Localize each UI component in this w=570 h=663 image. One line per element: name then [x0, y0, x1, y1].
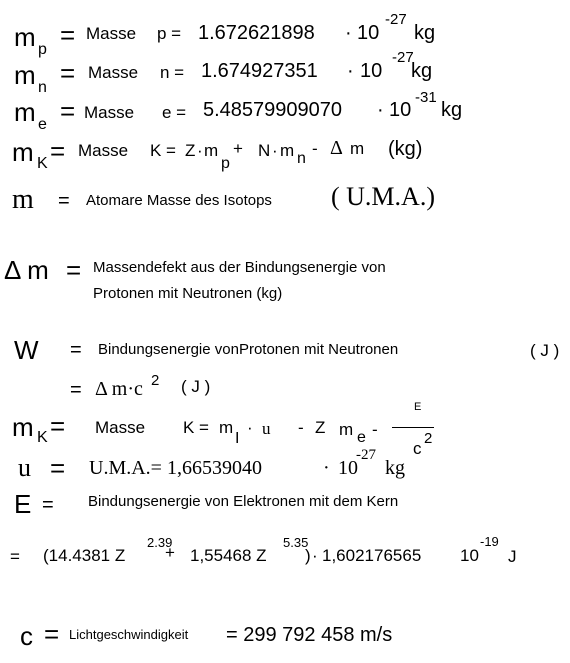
base: 10 [360, 60, 383, 82]
particle-name: K = [183, 418, 209, 437]
term-2: 1,55468 Z [190, 546, 267, 565]
dot: · [197, 141, 203, 160]
particle-name: K = [150, 141, 176, 160]
base: 10 [389, 99, 412, 121]
value: = 299 792 458 m/s [226, 624, 393, 646]
plus: + [233, 139, 243, 158]
description-line-1: Massendefekt aus der Bindungsenergie von [93, 259, 386, 276]
label: Lichtgeschwindigkeit [69, 627, 189, 642]
label: Masse [86, 24, 137, 43]
dot: · [347, 60, 354, 82]
unit: ( U.M.A.) [331, 182, 435, 211]
equals: = [42, 494, 54, 516]
particle-name: p = [157, 24, 182, 43]
m1: m [204, 141, 219, 160]
dot: · [323, 457, 330, 479]
dot: · [377, 99, 384, 121]
numerator: E [414, 401, 422, 413]
dot: · [345, 22, 352, 44]
unit: ( J ) [181, 377, 211, 396]
plus: + [165, 543, 175, 562]
z: Z [185, 141, 196, 160]
equals: = [70, 379, 82, 401]
unit: (kg) [388, 138, 423, 160]
denominator-exponent: 2 [424, 430, 433, 447]
factor: 1,602176565 [322, 546, 422, 565]
fraction-bar [392, 427, 434, 428]
equals: = [70, 339, 82, 361]
m2: m [280, 141, 295, 160]
n: N [258, 141, 271, 160]
subscript: p [38, 41, 47, 58]
exponent: -27 [392, 49, 414, 66]
exponent: -31 [415, 89, 437, 106]
label: Masse [95, 418, 146, 437]
equals: = [50, 136, 66, 166]
label: Masse [88, 63, 139, 82]
m1-sub: p [221, 155, 230, 172]
base: 10 [357, 22, 380, 44]
value: 1.672621898 [198, 22, 315, 44]
symbol: c [20, 621, 33, 651]
m3: m [350, 139, 365, 158]
exponent-2: 5.35 [283, 535, 309, 550]
base: 10 [338, 457, 358, 479]
dot: · [312, 546, 318, 565]
description: Atomare Masse des Isotops [86, 192, 272, 209]
close-paren: ) [305, 546, 311, 565]
particle-name: n = [160, 63, 185, 82]
exponent: -27 [385, 11, 407, 28]
symbol: W [14, 335, 39, 365]
m1-sub: I [235, 430, 240, 447]
unit: J [508, 547, 517, 566]
term-1: (14.4381 Z [43, 546, 126, 565]
symbol: E [14, 489, 32, 519]
minus: - [298, 418, 304, 437]
minus2: - [372, 420, 378, 439]
m1: m [219, 418, 234, 437]
value: U.M.A.= 1,66539040 [89, 457, 262, 479]
label: Masse [78, 141, 129, 160]
equals: = [50, 453, 66, 483]
equals: = [66, 255, 82, 285]
symbol: u [18, 453, 31, 482]
symbol: m [14, 97, 36, 127]
label: Masse [84, 103, 135, 122]
unit: kg [411, 60, 433, 82]
u: u [262, 419, 271, 438]
exponent-3: -19 [480, 534, 499, 549]
m2-sub: e [357, 429, 366, 446]
equals: = [50, 411, 66, 441]
unit: kg [441, 99, 463, 121]
subscript: n [38, 79, 47, 96]
description: Bindungsenergie vonProtonen mit Neutronen [98, 341, 399, 358]
subscript: K [37, 429, 48, 446]
exponent-1: 2.39 [147, 535, 173, 550]
equals: = [58, 190, 70, 212]
dot: · [247, 418, 253, 437]
base: 10 [460, 546, 479, 565]
symbol: m [14, 60, 36, 90]
subscript: e [38, 116, 47, 133]
minus: - [312, 139, 318, 158]
m2: m [339, 420, 354, 439]
symbol: m [12, 184, 34, 215]
description-line-2: Protonen mit Neutronen (kg) [93, 285, 283, 302]
z: Z [315, 418, 326, 437]
value: 1.674927351 [201, 60, 318, 82]
denominator: c [413, 439, 422, 458]
equals: = [10, 547, 20, 566]
symbol: m [14, 22, 36, 52]
dot2: · [272, 141, 278, 160]
unit: ( J ) [530, 341, 560, 360]
equals: = [60, 96, 76, 126]
description: Bindungsenergie von Elektronen mit dem Kern [88, 493, 399, 510]
value: 5.48579909070 [203, 99, 343, 121]
symbol: m [12, 137, 34, 167]
symbol: Δ m [4, 255, 49, 285]
particle-name: e = [162, 103, 187, 122]
m2-sub: n [297, 150, 306, 167]
delta: Δ [330, 137, 343, 159]
unit: kg [414, 22, 436, 44]
subscript: K [37, 155, 48, 172]
equals: = [60, 20, 76, 50]
expression: Δ m·c [95, 378, 143, 400]
equals: = [44, 619, 60, 649]
unit: kg [385, 457, 405, 479]
symbol: m [12, 412, 34, 442]
equals: = [60, 58, 76, 88]
exponent: -27 [356, 447, 376, 463]
exponent: 2 [151, 372, 160, 389]
